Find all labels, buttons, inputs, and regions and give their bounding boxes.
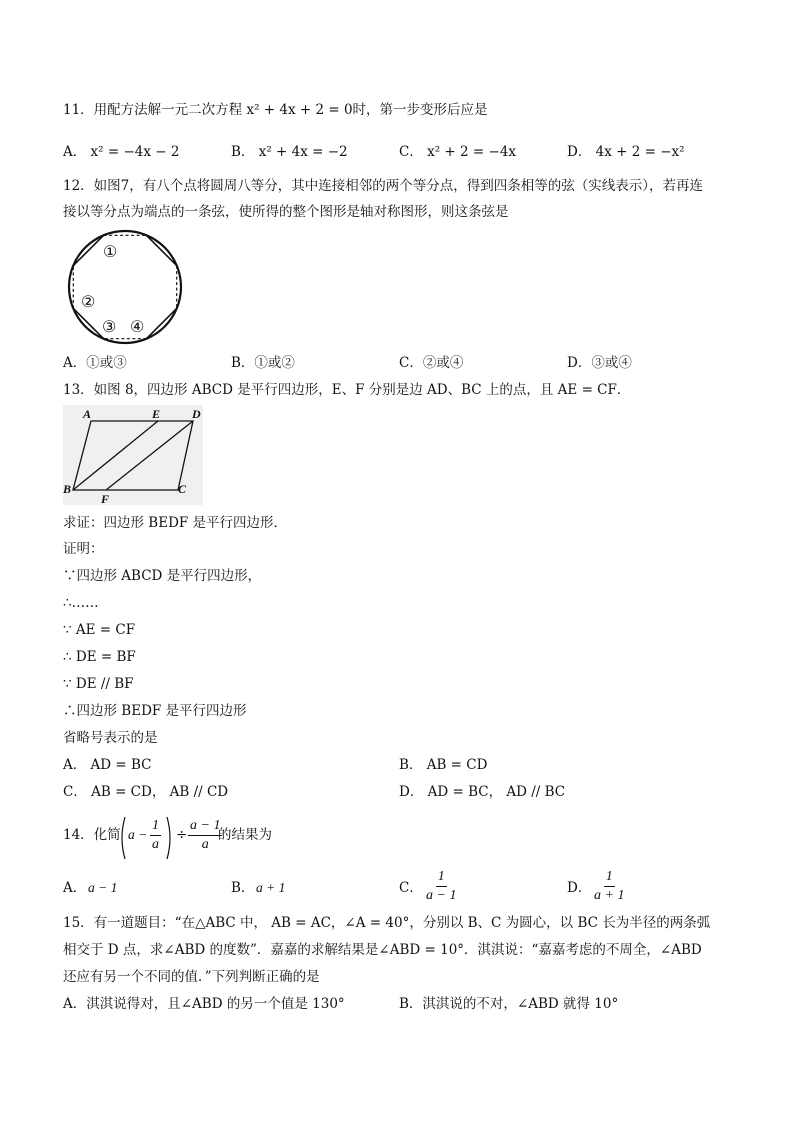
q14-fraction-2-denominator: a	[201, 837, 209, 852]
q13-proof-line-2: 证明：	[63, 541, 104, 557]
q13-proof-line-1: 求证：四边形 BEDF 是平行四边形．	[63, 515, 288, 531]
q13-stem: 13．如图 8，四边形 ABCD 是平行四边形，E、F 分别是边 AD、BC 上的点，且 AE = CF．	[63, 382, 631, 398]
q14-option-d-fraction	[592, 869, 626, 904]
q14-option-d-label: D．	[567, 880, 592, 896]
q14-option-a-label: A．	[63, 880, 87, 896]
q11-option-d: D． 4x + 2 = −x²	[567, 144, 685, 160]
q13-label-e: E	[152, 407, 161, 421]
q12-option-d: D．③或④	[567, 355, 632, 371]
q13-label-d: D	[192, 407, 201, 421]
q13-label-f: F	[101, 492, 110, 505]
q15-line-1: 15．有一道题目：“在△ABC 中， AB = AC，∠A = 40°，分别以 B、C 为圆心，以 BC 长为半径的两条弧	[63, 915, 711, 931]
q14-option-d-denominator: a + 1	[594, 888, 625, 903]
q14-stem-prefix: 14．化简	[63, 827, 121, 843]
q14-option-d-numerator: 1	[604, 869, 615, 887]
q13-label-c: C	[178, 482, 187, 496]
q14-option-c-denominator: a − 1	[426, 888, 457, 903]
q12-stem-line2: 接以等分点为端点的一条弦，使所得的整个图形是轴对称图形，则这条弦是	[63, 204, 509, 220]
q14-fraction-1-denominator: a	[152, 837, 159, 852]
q14-option-c-label: C．	[399, 880, 423, 896]
q13-label-a: A	[83, 407, 92, 421]
q11-option-c: C． x² + 2 = −4x	[399, 144, 517, 160]
q14-fraction-2-numerator: a − 1	[188, 818, 222, 836]
q13-option-b: B． AB = CD	[399, 757, 488, 773]
q13-proof-line-3: ∵四边形 ABCD 是平行四边形，	[63, 568, 262, 584]
q12-option-c: C．②或④	[399, 355, 464, 371]
q12-label-1: ①	[103, 244, 118, 261]
q13-proof-line-9: 省略号表示的是	[63, 730, 158, 746]
q13-option-c: C． AB = CD， AB // CD	[63, 784, 229, 800]
q14-divide-operator: ÷	[176, 827, 188, 843]
q14-option-b-label: B．	[231, 880, 255, 896]
q12-circle	[69, 231, 181, 343]
q13-proof-line-4: ∴……	[63, 595, 99, 611]
q14-option-b-value: a + 1	[256, 880, 286, 895]
q13-proof-line-7: ∵ DE // BF	[63, 676, 134, 692]
q13-label-b: B	[63, 482, 72, 496]
q15-option-a: A．淇淇说得对，且∠ABD 的另一个值是 130°	[63, 996, 345, 1012]
q11-option-a: A． x² = −4x − 2	[63, 144, 180, 160]
q14-right-paren	[166, 816, 174, 860]
q14-option-a-value: a − 1	[88, 880, 118, 895]
q12-option-a: A．①或③	[63, 355, 127, 371]
q11-option-b: B． x² + 4x = −2	[231, 144, 348, 160]
q12-label-3: ③	[102, 319, 117, 336]
q13-proof-line-6: ∴ DE = BF	[63, 649, 136, 665]
q12-circle-figure	[63, 228, 189, 348]
q13-proof-line-8: ∴四边形 BEDF 是平行四边形	[63, 703, 247, 719]
q15-option-b: B．淇淇说的不对，∠ABD 就得 10°	[399, 996, 619, 1012]
q12-stem-line1: 12．如图7，有八个点将圆周八等分，其中连接相邻的两个等分点，得到四条相等的弦（实线表示），若再连	[63, 178, 704, 194]
q13-option-d: D． AD = BC， AD // BC	[399, 784, 566, 800]
q12-label-4: ④	[130, 319, 145, 336]
q14-fraction-1	[150, 818, 161, 853]
q12-option-b: B．①或②	[231, 355, 295, 371]
q14-left-paren	[118, 816, 126, 860]
q11-stem: 11．用配方法解一元二次方程 x² + 4x + 2 = 0时，第一步变形后应是	[63, 102, 488, 118]
q13-option-a: A． AD = BC	[63, 757, 152, 773]
q15-line-2: 相交于 D 点，求∠ABD 的度数”．嘉嘉的求解结果是∠ABD = 10°．淇淇说：“嘉嘉考虑的不周全，∠ABD	[63, 942, 702, 958]
q15-line-3: 还应有另一个不同的值．”下列判断正确的是	[63, 969, 320, 985]
q14-stem-suffix: 的结果为	[218, 827, 272, 843]
q14-option-c-fraction	[424, 869, 458, 904]
q12-solid-chords	[73, 235, 176, 338]
q13-parallelogram-figure	[63, 405, 203, 505]
q14-fraction-1-numerator: 1	[150, 818, 161, 836]
q14-expr-left: a −	[128, 827, 148, 842]
q14-option-c-numerator: 1	[436, 869, 447, 887]
q12-label-2: ②	[81, 294, 96, 311]
q13-proof-line-5: ∵ AE = CF	[63, 622, 136, 638]
